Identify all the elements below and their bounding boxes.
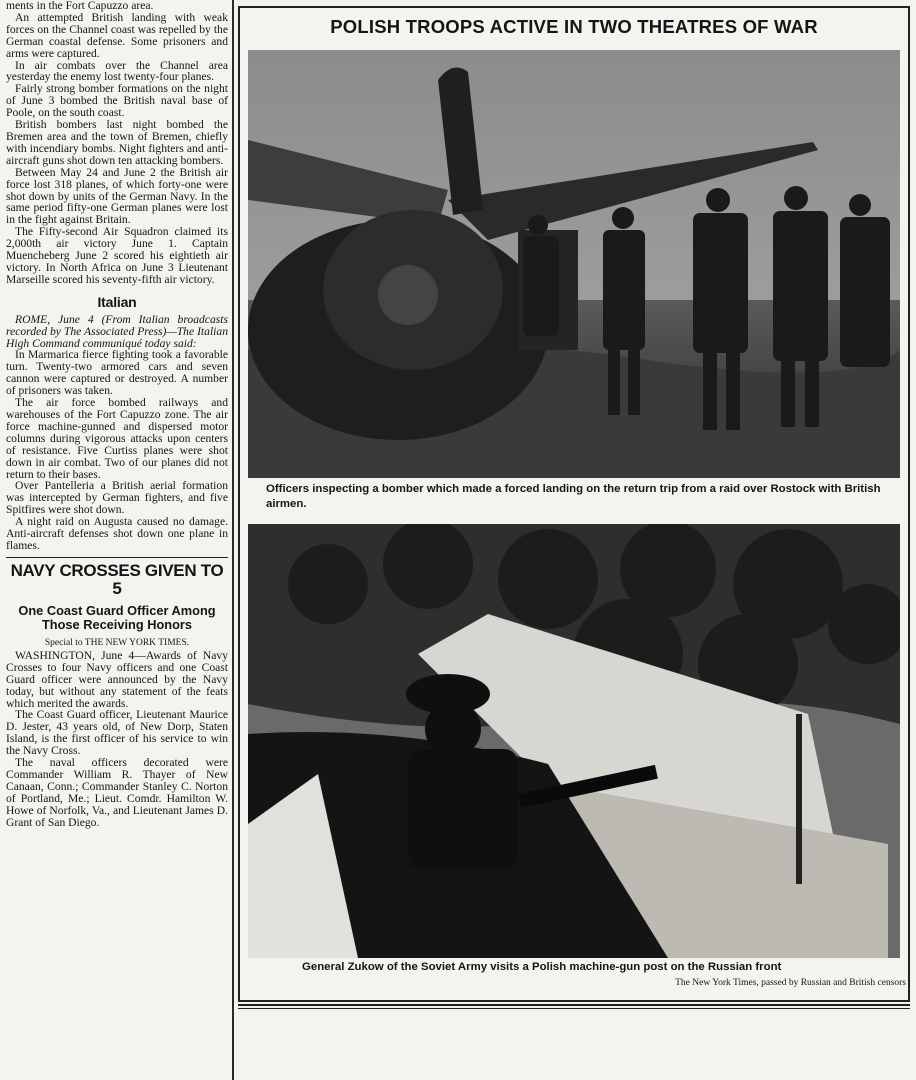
bomber-photo-caption: Officers inspecting a bomber which made a forced landing on the return trip from a raid over Rostock with British airmen. <box>266 483 881 510</box>
bottom-rule-thin <box>238 1008 910 1009</box>
article-paragraph: The air force bombed railways and warehouses of the Fort Capuzzo zone. The air force machine-gunned and dispersed motor columns during vigorous attacks upon centers of resistance. Five Curtiss planes were shot down in air combat. Two of our planes did not return to their bases. <box>6 396 228 481</box>
bomber-photo-image <box>248 50 900 478</box>
article-paragraph: In air combats over the Channel area yesterday the enemy lost twenty-four planes. <box>6 58 228 84</box>
column-rule <box>6 557 228 558</box>
left-column <box>6 0 228 1080</box>
article-paragraph: An attempted British landing with weak forces on the Channel coast was repelled by the German coastal defense. Some prisoners and arms were captured. <box>6 10 228 60</box>
dateline-credit: Special to THE NEW YORK TIMES. <box>44 637 190 648</box>
photo-feature-title: POLISH TROOPS ACTIVE IN TWO THEATRES OF WAR <box>330 16 818 37</box>
article-paragraph: The Fifty-second Air Squadron claimed its 2,000th air victory June 1. Captain Muencheberg June 2 scored his eightieth air victory. In North Africa on June 3 Lieutenant Marseille scored his seventy-fifth air victory. <box>6 225 228 286</box>
machine-gun-photo-caption: General Zukow of the Soviet Army visits a Polish machine-gun post on the Russian front <box>302 961 782 973</box>
article-paragraph: In Marmarica fierce fighting took a favorable turn. Twenty-two armored cars and seven cannon were captured or destroyed. A number of prisoners was taken. <box>6 348 228 398</box>
photo-credit: The New York Times, passed by Russian and British censors <box>675 978 906 988</box>
article-paragraph: WASHINGTON, June 4—Awards of Navy Crosses to four Navy officers and one Coast Guard officer were announced by the Navy today, but without any statement of the feats which merited the awards. <box>6 648 228 710</box>
italian-subheading: Italian <box>97 293 137 310</box>
article-paragraph: British bombers last night bombed the Bremen area and the town of Bremen, chiefly with incendiary bombs. Night fighters and anti-aircraft guns shot down ten attacking bombers. <box>6 118 228 167</box>
article-paragraph: Over Pantelleria a British aerial formation was intercepted by German fighters, and five Spitfires were shot down. <box>6 479 228 517</box>
article-paragraph: The Coast Guard officer, Lieutenant Maurice D. Jester, 43 years old, of New Dorp, Staten Island, is the first officer of his service to win the Navy Cross. <box>6 708 228 758</box>
article-paragraph: ROME, June 4 (From Italian broadcasts recorded by The Associated Press)—The Italian High Command communiqué today said: <box>6 312 228 350</box>
navy-crosses-headline: NAVY CROSSES GIVEN TO 5 <box>10 560 224 598</box>
column-divider <box>232 0 234 1080</box>
article-paragraph: Fairly strong bomber formations on the night of June 3 bombed the British naval base of Poole, on the south coast. <box>6 82 228 120</box>
photo-feature <box>238 6 910 1002</box>
bottom-rule <box>238 1004 910 1006</box>
article-paragraph: ments in the Fort Capuzzo area. <box>6 0 154 12</box>
machine-gun-post-photo <box>248 524 900 958</box>
article-paragraph: Between May 24 and June 2 the British air force lost 318 planes, of which forty-one were shot down by units of the German Navy. In the same period fifty-one German planes were lost in the fight against Britain. <box>6 165 228 227</box>
article-paragraph: The naval officers decorated were Commander William R. Thayer of New Canaan, Conn.; Commander Stanley C. Norton of Portland, Me.; Lieut. Comdr. Hamilton W. Howe of Norfolk, Va., and Lieutenant James D. Grant of San Diego. <box>6 756 228 829</box>
navy-crosses-deck: One Coast Guard Officer Among Those Receiving Honors <box>18 602 216 632</box>
machine-gun-post-photo-image <box>248 524 900 958</box>
bomber-photo <box>248 50 900 478</box>
article-paragraph: A night raid on Augusta caused no damage. Anti-aircraft defenses shot down one plane in flames. <box>6 515 228 552</box>
